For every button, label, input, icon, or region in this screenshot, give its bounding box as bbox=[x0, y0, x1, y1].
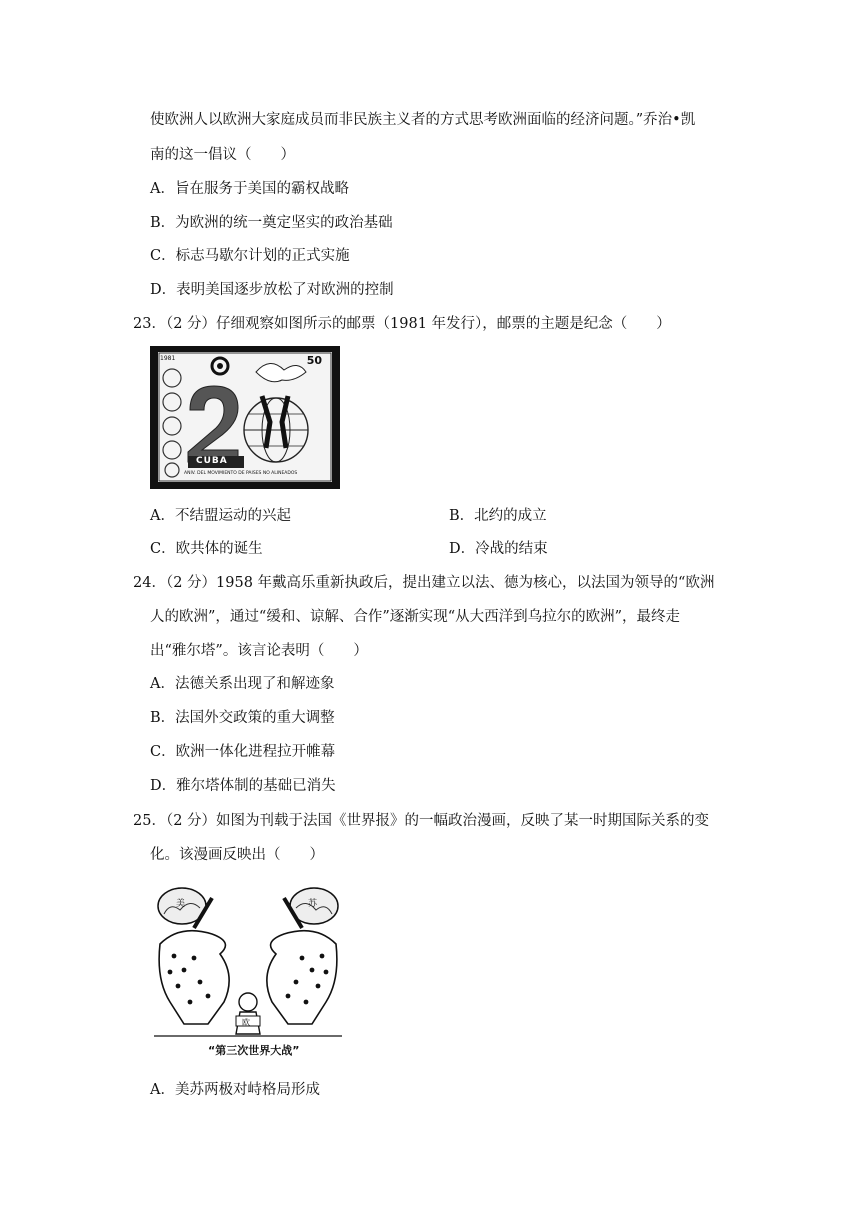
q22-option-d: D．表明美国逐步放松了对欧洲的控制 bbox=[150, 282, 394, 298]
q24-stem-line-1: 24．（2 分）1958 年戴高乐重新执政后，提出建立以法、德为核心，以法国为领导的“欧洲 bbox=[133, 575, 715, 591]
q23-option-b: B．北约的成立 bbox=[449, 508, 547, 524]
q22-option-b: B．为欧洲的统一奠定坚实的政治基础 bbox=[150, 215, 393, 231]
q24-option-d: D．雅尔塔体制的基础已消失 bbox=[150, 778, 336, 794]
q25-stem-line-2: 化。该漫画反映出（ ） bbox=[150, 847, 324, 863]
cartoon-label-center: 欧 bbox=[242, 1018, 250, 1027]
q25-option-a: A．美苏两极对峙格局形成 bbox=[150, 1082, 320, 1098]
cartoon-label-right: 苏 bbox=[308, 899, 318, 909]
q24-option-c: C．欧洲一体化进程拉开帷幕 bbox=[150, 744, 336, 760]
cartoon-label-left: 美 bbox=[176, 899, 186, 909]
stamp-year: 1981 bbox=[160, 355, 176, 362]
q24-option-a: A．法德关系出现了和解迹象 bbox=[150, 676, 335, 692]
q22-stem-line-2: 南的这一倡议（ ） bbox=[150, 147, 295, 163]
stamp-value: 50 bbox=[306, 354, 322, 367]
q22-stem-line-1: 使欧洲人以欧洲大家庭成员而非民族主义者的方式思考欧洲面临的经济问题。”乔治•凯 bbox=[150, 112, 696, 128]
political-cartoon-image bbox=[150, 884, 346, 1062]
q25-stem-line-1: 25．（2 分）如图为刊载于法国《世界报》的一幅政治漫画，反映了某一时期国际关系的变 bbox=[133, 813, 710, 829]
q24-stem-line-3: 出“雅尔塔”。该言论表明（ ） bbox=[150, 643, 368, 659]
cuba-stamp-image bbox=[150, 346, 340, 489]
q24-stem-line-2: 人的欧洲”，通过“缓和、谅解、合作”逐渐实现“从大西洋到乌拉尔的欧洲”，最终走 bbox=[150, 609, 681, 625]
stamp-country: CUBA bbox=[196, 456, 228, 466]
q24-option-b: B．法国外交政策的重大调整 bbox=[150, 710, 335, 726]
q23-option-a: A．不结盟运动的兴起 bbox=[150, 508, 291, 524]
cartoon-caption: “第三次世界大战” bbox=[208, 1044, 300, 1057]
q22-option-a: A．旨在服务于美国的霸权战略 bbox=[150, 181, 349, 197]
q22-option-c: C．标志马歇尔计划的正式实施 bbox=[150, 248, 350, 264]
stamp-caption: ANIV. DEL MOVIMIENTO DE PAISES NO ALINEADOS bbox=[184, 471, 298, 476]
q23-stem: 23．（2 分）仔细观察如图所示的邮票（1981 年发行），邮票的主题是纪念（ ） bbox=[133, 316, 671, 332]
q23-option-d: D．冷战的结束 bbox=[449, 541, 548, 557]
q23-option-c: C．欧共体的诞生 bbox=[150, 541, 263, 557]
